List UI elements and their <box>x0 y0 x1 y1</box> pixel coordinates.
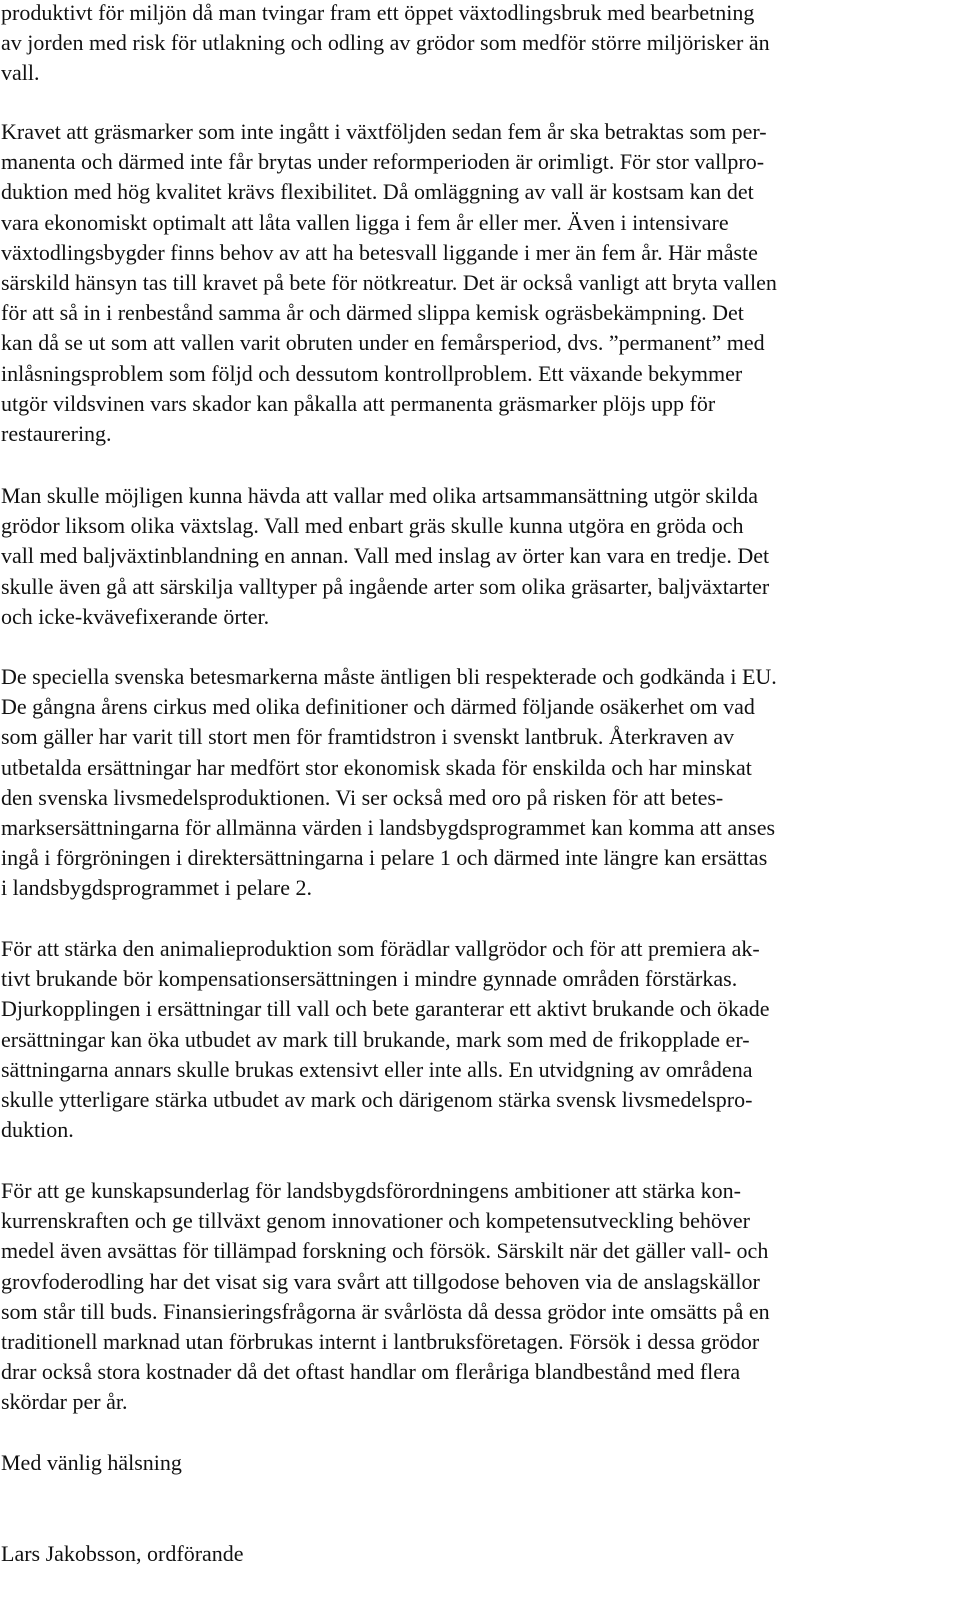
text-line: och icke-kvävefixerande örter. <box>1 603 270 629</box>
text-line: De gångna årens cirkus med olika definitioner och därmed följande osäkerhet om vad <box>1 694 755 720</box>
text-line: tivt brukande bör kompensationsersättningen i mindre gynnade områden förstärkas. <box>1 966 738 992</box>
paragraph-2 <box>1 117 931 449</box>
text-line: duktion med hög kvalitet krävs flexibilitet. Då omläggning av vall är kostsam kan det <box>1 179 754 205</box>
text-line: vall med baljväxtinblandning en annan. Vall med inslag av örter kan vara en tredje. Det <box>1 543 770 569</box>
paragraph-4 <box>1 662 931 904</box>
text-line: manenta och därmed inte får brytas under reformperioden är orimligt. För stor vallpro- <box>1 149 765 175</box>
text-line: för att så in i renbestånd samma år och därmed slippa kemisk ogräsbekämpning. Det <box>1 300 744 326</box>
text-line: traditionell marknad utan förbrukas internt i lantbruksföretagen. Försök i dessa grödor <box>1 1329 760 1355</box>
paragraph-3 <box>1 481 931 632</box>
text-line: ersättningar kan öka utbudet av mark till brukande, mark som med de frikopplade er- <box>1 1026 750 1052</box>
text-line: växtodlingsbygder finns behov av att ha betesvall liggande i mer än fem år. Här måste <box>1 239 758 265</box>
text-line: som gäller har varit till stort men för framtidstron i svenskt lantbruk. Återkraven av <box>1 724 735 750</box>
paragraph-1 <box>1 0 931 89</box>
text-line: Man skulle möjligen kunna hävda att vallar med olika artsammansättning utgör skilda <box>1 483 758 508</box>
text-line: som står till buds. Finansieringsfrågorna är svårlösta då dessa grödor inte omsätts på en <box>1 1298 770 1324</box>
text-line: drar också stora kostnader då det oftast handlar om fleråriga blandbestånd med flera <box>1 1359 741 1385</box>
text-line: duktion. <box>1 1117 74 1143</box>
text-line: sättningarna annars skulle brukas extensivt eller inte alls. En utvidgning av områdena <box>1 1056 753 1082</box>
text-line: medel även avsättas för tillämpad forskning och försök. Särskilt när det gäller vall- och <box>1 1238 769 1264</box>
text-line: Djurkopplingen i ersättningar till vall och bete garanterar ett aktivt brukande och ökade <box>1 996 770 1022</box>
text-line: utbetalda ersättningar har medfört stor ekonomisk skada för enskilda och har minskat <box>1 754 752 780</box>
text-line: kurrenskraften och ge tillväxt genom innovationer och kompetensutveckling behöver <box>1 1208 750 1234</box>
paragraph-6 <box>1 1176 931 1418</box>
text-line: den svenska livsmedelsproduktionen. Vi ser också med oro på risken för att betes- <box>1 784 724 810</box>
text-line: grovfoderodling har det visat sig vara svårt att tillgodose behoven via de anslagskällor <box>1 1268 760 1294</box>
text-line: skördar per år. <box>1 1389 128 1415</box>
text-line: restaurering. <box>1 421 112 447</box>
closing-greeting: Med vänlig hälsning <box>1 1450 182 1475</box>
text-line: De speciella svenska betesmarkerna måste äntligen bli respekterade och godkända i EU. <box>1 664 777 689</box>
text-line: ingå i förgröningen i direktersättningarna i pelare 1 och därmed inte längre kan ersättas <box>1 845 768 871</box>
text-line: produktivt för miljön då man tvingar fram ett öppet växtodlingsbruk med bearbetning <box>1 0 755 25</box>
text-line: skulle ytterligare stärka utbudet av mark och därigenom stärka svensk livsmedelspro- <box>1 1087 753 1113</box>
text-line: skulle även gå att särskilja valltyper på ingående arter som olika gräsarter, baljväxtarter <box>1 573 770 599</box>
text-line: vara ekonomiskt optimalt att låta vallen ligga i fem år eller mer. Även i intensivare <box>1 209 729 235</box>
text-line: grödor liksom olika växtslag. Vall med enbart gräs skulle kunna utgöra en gröda och <box>1 513 744 539</box>
text-line: För att stärka den animalieproduktion som förädlar vallgrödor och för att premiera ak- <box>1 936 760 961</box>
text-line: vall. <box>1 60 40 86</box>
text-line: Kravet att gräsmarker som inte ingått i växtföljden sedan fem år ska betraktas som per- <box>1 119 767 144</box>
text-line: marksersättningarna för allmänna värden i landsbygdsprogrammet kan komma att anses <box>1 815 776 841</box>
text-line: kan då se ut som att vallen varit obruten under en femårsperiod, dvs. ”permanent” med <box>1 330 765 356</box>
paragraph-5 <box>1 934 931 1145</box>
text-line: utgör vildsvinen vars skador kan påkalla att permanenta gräsmarker plöjs upp för <box>1 390 716 416</box>
text-line: inlåsningsproblem som följd och dessutom kontrollproblem. Ett växande bekymmer <box>1 360 743 386</box>
text-line: av jorden med risk för utlakning och odling av grödor som medför större miljörisker än <box>1 30 770 56</box>
signature-line: Lars Jakobsson, ordförande <box>1 1541 244 1566</box>
text-line: För att ge kunskapsunderlag för landsbygdsförordningens ambitioner att stärka kon- <box>1 1178 741 1203</box>
text-line: särskild hänsyn tas till kravet på bete för nötkreatur. Det är också vanligt att bryta vallen <box>1 270 777 296</box>
text-line: i landsbygdsprogrammet i pelare 2. <box>1 875 312 901</box>
